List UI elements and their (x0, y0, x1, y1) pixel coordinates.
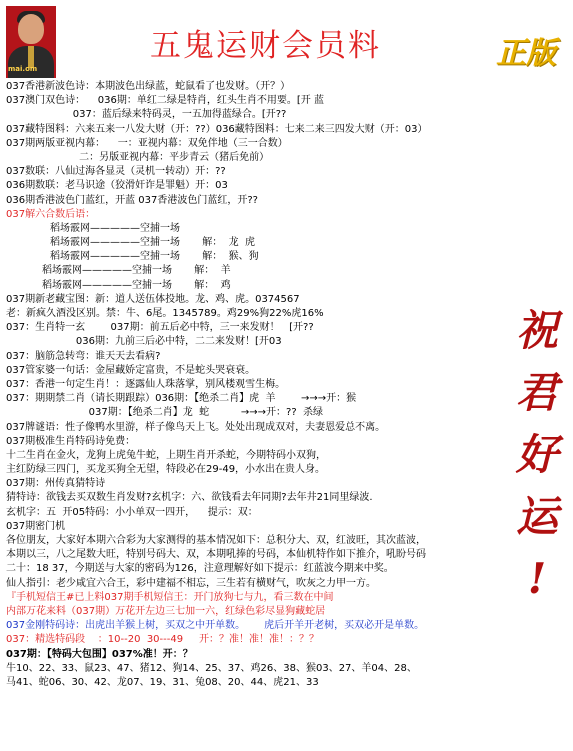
text-line: 036期：九前三后必中特，二二来发财！[开03 (6, 336, 282, 348)
text-line: 稻场霰网—————空捕一场 (50, 222, 180, 234)
header-photo (6, 6, 56, 78)
photo-watermark: mai.om (8, 65, 38, 73)
text-line: 037期：【特码大包围】037%准！开：？ (6, 648, 193, 660)
text-line: 037解六合数后语： (6, 208, 96, 220)
text-line: 牛10、22、33、鼠23、47、猪12、狗14、25、37、鸡26、38、猴03、27、羊04、28、 (6, 662, 417, 674)
text-line: 037管家婆一句话：金屋藏娇定富贵，不是蛇头哭衰衰。 (6, 364, 256, 376)
text-line: 037：香港一句定生肖！：逐露仙人珠落掌，别风楼观雪生梅。 (6, 378, 286, 390)
text-line: 马41、蛇06、30、42、龙07、19、31、兔08、20、44、虎21、33 (6, 676, 319, 688)
text-line: 『手机短信王#已上料037期手机短信王：开门放狗七与九，看三数在中间 (6, 591, 334, 603)
text-line: 037期：州传真猜特诗 (6, 478, 106, 490)
text-line: 二十：18 37，今期送与大家的密码为126，注意理解好如下提示：红蓝波今期来中奖。 (6, 563, 394, 575)
text-line: 037：期期禁二肖（请长期跟踪）036期：【绝杀二肖】虎 羊 →→→开：猴 (6, 393, 357, 405)
text-line: 037牌谜语：性子像鸭水里游，样子像鸟天上飞。处处出现成双对，夫妻恩爱总不离。 (6, 421, 386, 433)
text-line: 037期：【绝杀二肖】龙 蛇 →→→开：?? 杀绿 (6, 407, 323, 419)
text-line: 内部万花来料（037期）万花开左边三七加一六，红绿色彩尽显狗藏蛇居 (6, 605, 326, 617)
text-line: 037香港新波色诗：本期波色出绿蓝，蛇鼠看了也发财。（开？） (6, 81, 291, 92)
text-line: 037：精选特码段 ：10--20 30---49 开：？准！准！准！：？？ (6, 634, 319, 646)
text-line: 老：新疯久酒没区别。禁：牛、6尾。1345789。鸡29%狗22%虎16% (6, 308, 324, 319)
text-line: 037：脑筋急转弯：谁天天去看病? (6, 350, 161, 362)
content-lines (6, 80, 516, 690)
text-line: 稻场霰网—————空捕一场 解： 猴、狗 (50, 251, 259, 263)
banner-char: 运 (515, 492, 558, 541)
text-line: 仙人指引：老少咸宜六合王，彩中建福不相忘，三生若有横财气，吹灰之力甲一方。 (6, 577, 376, 589)
page-title: 五鬼运财会员料 (150, 28, 381, 64)
text-line: 主红防绿三四门，买龙买狗全无望，特段必在29-49，小水出在贵人身。 (6, 464, 326, 476)
banner-char: 好 (515, 430, 558, 479)
banner-char: ! (527, 554, 547, 603)
text-line: 本期以三，八之尾数大旺，特别号码大、双，本期吼捧的号码，本仙机特作如下推介，吼盼号码 (6, 549, 426, 561)
text-line: 玄机字：五 开05特码：小小单双一四开， 提示：双： (6, 506, 258, 518)
text-line: 037期新老藏宝图：新：道人送伍体投地。龙、鸡、虎。0374567 (6, 293, 300, 305)
text-line: 各位朋友，大家好本期六合彩为大家测得的基本情况如下：总积分大、双，红波旺，其次蓝波， (6, 535, 426, 546)
text-line: 037：生肖特一玄 037期：前五后必中特，三一来发财！ [开?? (6, 322, 314, 334)
text-line: 稻场霰网—————空捕一场 解： 羊 (42, 265, 231, 277)
banner-char: 祝 (515, 306, 558, 355)
text-line: 稻场霰网—————空捕一场 解： 龙 虎 (50, 237, 255, 249)
banner-char: 君 (515, 368, 558, 417)
text-line: 037藏特图料：六来五来一八发大财（开：??）036藏特图料：七来二来三四发大财（开：03） (6, 123, 428, 135)
text-line: 037金刚特码诗：出虎出羊猴上树，买双之中开单数。 虎后开羊开老树，买双必开是单数。 (6, 620, 425, 632)
text-line: 猜特诗：欲钱去买双数生肖发财?玄机字：六、欲钱看去年同期?去年井21同里绿波. (6, 492, 373, 504)
text-line: 037期密门机 (6, 520, 66, 532)
text-line: 037数联：八仙过海各显灵（灵机一转动）开：?? (6, 166, 226, 178)
text-line: 037期两版亚视内幕： 一：亚视内幕：双免伴地（三一合数） (6, 137, 288, 149)
text-line: 十二生肖在金火，龙狗上虎兔牛蛇，上期生肖开杀蛇，今期特码小双狗， (6, 449, 326, 461)
text-line: 037：蓝后绿来特码灵，一五加得蓝绿合。[开?? (6, 109, 287, 121)
authentic-stamp: 正版 (496, 36, 556, 71)
text-line: 037澳门双色诗： 036期：单红二绿是特肖，红头生肖不用要。[开 蓝 (6, 95, 324, 107)
good-luck-banner (514, 300, 560, 610)
text-line: 二：另版亚视内幕：平步青云（猪后免前） (6, 151, 270, 163)
text-line: 稻场霰网—————空捕一场 解： 鸡 (42, 279, 231, 291)
text-line: 036期数联：老马识途（狡滑奸诈是罪魁）开：03 (6, 180, 228, 192)
text-line: 036期香港波色门蓝红，开蓝 037香港波色门蓝红，开?? (6, 194, 258, 206)
text-line: 037期极准生肖特码诗免费： (6, 435, 136, 447)
